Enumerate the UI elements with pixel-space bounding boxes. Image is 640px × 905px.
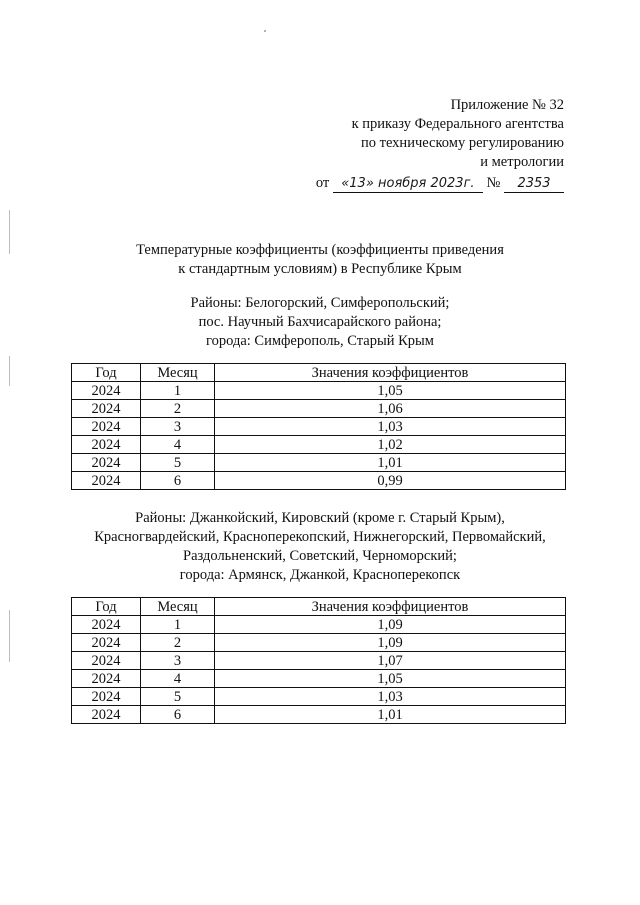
cell-year: 2024	[72, 436, 141, 454]
cell-value: 1,01	[215, 706, 566, 724]
cell-month: 1	[141, 382, 215, 400]
section2-heading	[0, 509, 640, 585]
column-header-year: Год	[72, 598, 141, 616]
cell-month: 3	[141, 652, 215, 670]
table-header-row	[72, 364, 566, 382]
appendix-number: Приложение № 32	[450, 97, 564, 113]
cell-value: 1,01	[215, 454, 566, 472]
cell-value: 1,09	[215, 616, 566, 634]
column-header-month: Месяц	[141, 598, 215, 616]
scan-edge-mark	[9, 356, 10, 386]
title-line: к стандартным условиям) в Республике Крым	[178, 261, 462, 277]
cell-year: 2024	[72, 472, 141, 490]
table-row	[72, 382, 566, 400]
cell-month: 3	[141, 418, 215, 436]
cell-month: 4	[141, 670, 215, 688]
column-header-year: Год	[72, 364, 141, 382]
section2-heading-line: Красногвардейский, Красноперекопский, Нижнегорский, Первомайский,	[94, 529, 546, 545]
number-prefix: №	[486, 175, 501, 191]
section1-heading-line: Районы: Белогорский, Симферопольский;	[190, 295, 450, 311]
cell-value: 1,02	[215, 436, 566, 454]
table-row	[72, 472, 566, 490]
section2-heading-line: Районы: Джанкойский, Кировский (кроме г. Старый Крым),	[135, 510, 505, 526]
table-row	[72, 706, 566, 724]
cell-value: 0,99	[215, 472, 566, 490]
cell-month: 1	[141, 616, 215, 634]
cell-value: 1,03	[215, 688, 566, 706]
column-header-value: Значения коэффициентов	[215, 364, 566, 382]
table-row	[72, 436, 566, 454]
date-prefix: от	[315, 175, 330, 191]
table-row	[72, 688, 566, 706]
cell-value: 1,03	[215, 418, 566, 436]
column-header-month: Месяц	[141, 364, 215, 382]
handwritten-date: «13» ноября 2023г.	[333, 176, 483, 193]
cell-month: 2	[141, 400, 215, 418]
table-header-row	[72, 598, 566, 616]
coefficients-table-1	[71, 363, 566, 490]
section1-heading-line: пос. Научный Бахчисарайского района;	[198, 314, 442, 330]
cell-value: 1,09	[215, 634, 566, 652]
cell-value: 1,07	[215, 652, 566, 670]
cell-value: 1,05	[215, 382, 566, 400]
table-row	[72, 670, 566, 688]
section1-heading	[0, 294, 640, 351]
title-line: Температурные коэффициенты (коэффициенты приведения	[136, 242, 504, 258]
cell-year: 2024	[72, 706, 141, 724]
cell-month: 5	[141, 688, 215, 706]
cell-year: 2024	[72, 688, 141, 706]
cell-year: 2024	[72, 418, 141, 436]
cell-month: 6	[141, 472, 215, 490]
table-row	[72, 418, 566, 436]
cell-month: 4	[141, 436, 215, 454]
cell-value: 1,05	[215, 670, 566, 688]
cell-month: 6	[141, 706, 215, 724]
column-header-value: Значения коэффициентов	[215, 598, 566, 616]
cell-value: 1,06	[215, 400, 566, 418]
cell-year: 2024	[72, 382, 141, 400]
cell-year: 2024	[72, 400, 141, 418]
table-row	[72, 454, 566, 472]
coefficients-table-2	[71, 597, 566, 724]
appendix-date-line	[316, 174, 564, 193]
section1-heading-line: города: Симферополь, Старый Крым	[206, 333, 434, 349]
cell-year: 2024	[72, 652, 141, 670]
table-row	[72, 652, 566, 670]
cell-year: 2024	[72, 634, 141, 652]
table-row	[72, 616, 566, 634]
cell-month: 2	[141, 634, 215, 652]
handwritten-number: 2353	[504, 176, 564, 193]
section2-heading-line: города: Армянск, Джанкой, Красноперекопск	[179, 567, 461, 583]
appendix-metrology-line: и метрологии	[480, 154, 564, 170]
table-row	[72, 400, 566, 418]
appendix-agency-line: по техническому регулированию	[360, 135, 564, 151]
section2-heading-line: Раздольненский, Советский, Черноморский;	[183, 548, 457, 564]
appendix-block	[316, 96, 564, 193]
table-row	[72, 634, 566, 652]
appendix-order-line: к приказу Федерального агентства	[351, 116, 564, 132]
document-title	[0, 241, 640, 279]
scan-speck	[264, 30, 266, 32]
cell-year: 2024	[72, 454, 141, 472]
scan-edge-mark	[9, 610, 10, 662]
cell-year: 2024	[72, 670, 141, 688]
cell-month: 5	[141, 454, 215, 472]
cell-year: 2024	[72, 616, 141, 634]
